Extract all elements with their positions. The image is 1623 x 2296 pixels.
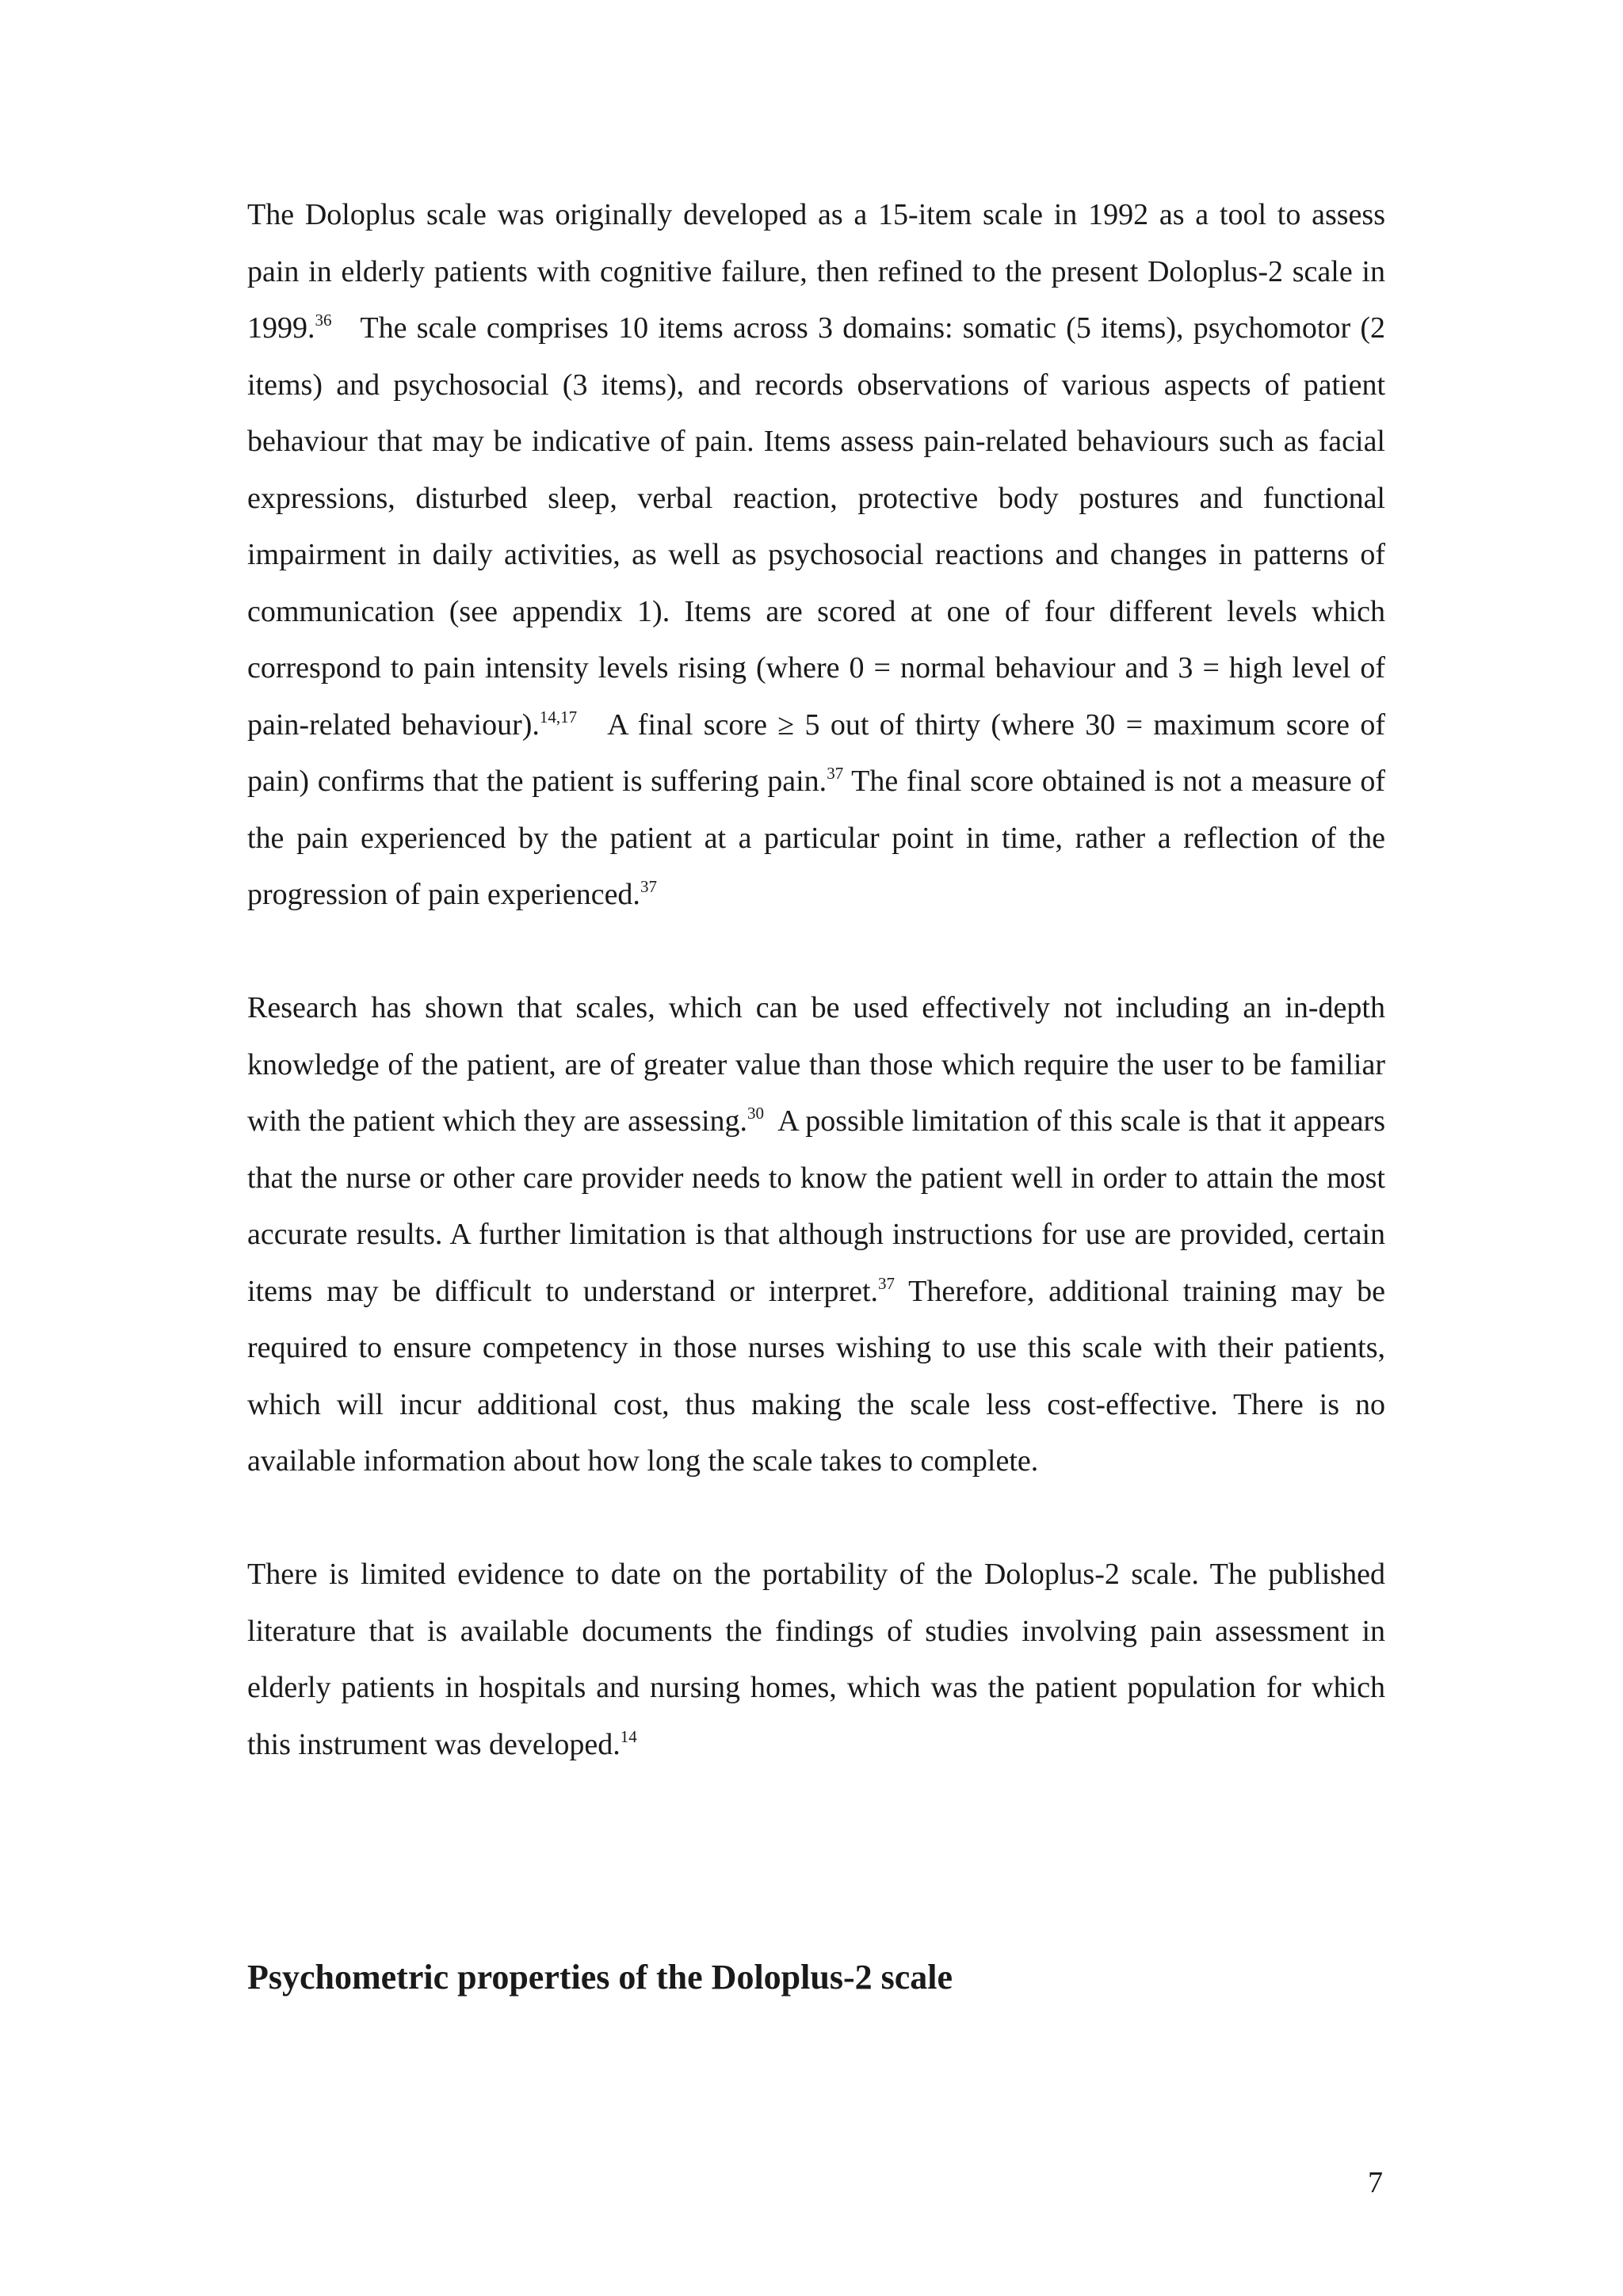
citation-ref: 37 bbox=[827, 764, 844, 783]
text-run: Therefore, additional training may be required to ensure competency in those nurses wishing to use this scale with their patients, which will incur additional cost, thus making the scale less cost-effective. There is no available information about how long the scale takes to complete. bbox=[247, 1274, 1385, 1478]
citation-ref: 36 bbox=[315, 311, 332, 330]
text-run: Research has shown that scales, which can be used effectively not including an in-depth knowledge of the patient, are of greater value than those which require the user to be familiar with the patient which they are assessing. bbox=[247, 991, 1385, 1138]
citation-ref: 14 bbox=[620, 1726, 637, 1746]
paragraph-limitations bbox=[247, 980, 1385, 1490]
text-run: A possible limitation of this scale is that it appears that the nurse or other care provider needs to know the patient well in order to attain the most accurate results. A further limitation is that although instructions for use are provided, certain items may be difficult to understand or interpret. bbox=[247, 1104, 1385, 1308]
text-run: A final score ≥ 5 out of thirty (where 30 = maximum score of pain) confirms that the patient is suffering pain. bbox=[247, 707, 1386, 798]
page-number: 7 bbox=[1368, 2166, 1383, 2199]
citation-ref: 30 bbox=[747, 1104, 765, 1123]
citation-ref: 37 bbox=[640, 877, 657, 896]
text-run: The final score obtained is not a measure of the pain experienced by the patient at a particular point in time, rather a reflection of the progression of pain experienced. bbox=[247, 765, 1385, 911]
citation-ref: 14,17 bbox=[539, 707, 578, 727]
paragraph-portability bbox=[247, 1547, 1385, 1773]
text-run: The Doloplus scale was originally developed as a 15-item scale in 1992 as a tool to assess pain in elderly patients with cognitive failure, then refined to the present Doloplus-2 scale in 1999. bbox=[247, 198, 1385, 345]
citation-ref: 37 bbox=[878, 1273, 896, 1293]
text-run: The scale comprises 10 items across 3 domains: somatic (5 items), psychomotor (2 items) and psychosocial (3 items), and records observations of various aspects of patient behaviour that may be indicative of pain. Items assess pain-related behaviours such as facial expressions, disturbed sleep, verbal reaction, protective body postures and functional impairment in daily activities, as well as psychosocial reactions and changes in patterns of communication (see appendix 1). Items are scored at one of four different levels which correspond to pain intensity levels rising (where 0 = normal behaviour and 3 = high level of pain-related behaviour). bbox=[247, 311, 1385, 742]
body-text bbox=[247, 187, 1385, 1773]
text-run: There is limited evidence to date on the portability of the Doloplus-2 scale. The published literature that is available documents the findings of studies involving pain assessment in elderly patients in hospitals and nursing homes, which was the patient population for which this instrument was developed. bbox=[247, 1558, 1385, 1761]
paragraph-doloplus-description bbox=[247, 187, 1385, 924]
section-heading: Psychometric properties of the Doloplus-2 scale bbox=[247, 1958, 953, 1997]
